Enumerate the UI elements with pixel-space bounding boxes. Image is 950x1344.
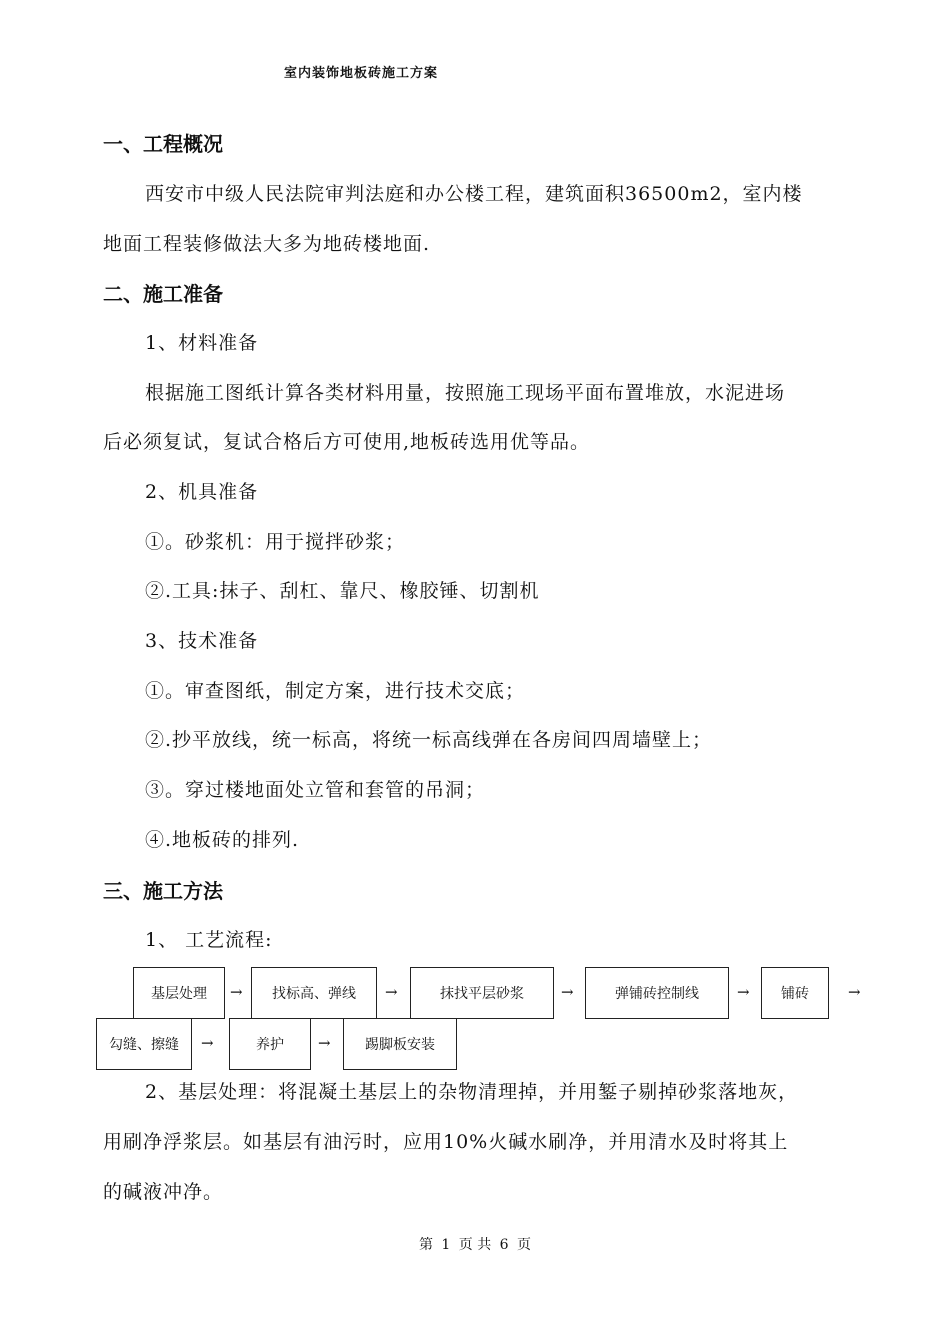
list-item: ②.工具:抹子、刮杠、靠尺、橡胶锤、切割机 <box>145 580 540 602</box>
flow-arrow: → <box>230 983 243 1001</box>
flow-arrow: → <box>561 983 574 1001</box>
paragraph-line: 西安市中级人民法院审判法庭和办公楼工程，建筑面积36500m2，室内楼 <box>145 183 803 205</box>
section-heading-preparation: 二、施工准备 <box>103 282 223 306</box>
list-item: ②.抄平放线，统一标高，将统一标高线弹在各房间四周墙壁上； <box>145 729 713 751</box>
list-item: ①。砂浆机：用于搅拌砂浆； <box>145 531 406 553</box>
subheading-process-flow: 1、 工艺流程: <box>145 929 273 951</box>
flow-step: 基层处理 <box>133 967 225 1019</box>
list-item: ④.地板砖的排列. <box>145 829 300 851</box>
footer-total-pages: 6 <box>499 1237 509 1253</box>
subheading-materials: 1、材料准备 <box>145 332 259 354</box>
section-heading-overview: 一、工程概况 <box>103 132 223 156</box>
subheading-tools: 2、机具准备 <box>145 481 259 503</box>
paragraph-line: 地面工程装修做法大多为地砖楼地面. <box>103 233 431 255</box>
subheading-technical: 3、技术准备 <box>145 630 259 652</box>
flow-arrow: → <box>848 983 861 1001</box>
flow-step: 弹铺砖控制线 <box>585 967 729 1019</box>
flow-arrow: → <box>737 983 750 1001</box>
paragraph-line: 的碱液冲净。 <box>103 1181 224 1203</box>
flow-step: 铺砖 <box>761 967 829 1019</box>
footer-page-number: 1 <box>441 1237 451 1253</box>
list-item: ①。审查图纸，制定方案，进行技术交底； <box>145 680 526 702</box>
footer-suffix: 页 <box>517 1237 532 1253</box>
paragraph-line: 用刷净浮浆层。如基层有油污时，应用10%火碱水刷净，并用清水及时将其上 <box>103 1131 789 1153</box>
flow-arrow: → <box>385 983 398 1001</box>
flow-step: 抹找平层砂浆 <box>410 967 554 1019</box>
flow-arrow: → <box>318 1034 331 1052</box>
document-title: 室内装饰地板砖施工方案 <box>284 66 439 81</box>
footer-middle: 页 共 <box>458 1237 492 1253</box>
list-item: ③。穿过楼地面处立管和套管的吊洞； <box>145 779 486 801</box>
flow-step: 踢脚板安装 <box>343 1018 457 1070</box>
page-footer <box>0 1234 950 1254</box>
flow-step: 养护 <box>229 1018 311 1070</box>
footer-prefix: 第 <box>418 1237 433 1253</box>
flow-step: 找标高、弹线 <box>251 967 377 1019</box>
flow-step: 勾缝、擦缝 <box>96 1018 192 1070</box>
paragraph-line: 2、基层处理：将混凝土基层上的杂物清理掉，并用錾子剔掉砂浆落地灰， <box>145 1081 799 1103</box>
section-heading-method: 三、施工方法 <box>103 879 223 903</box>
paragraph-line: 根据施工图纸计算各类材料用量，按照施工现场平面布置堆放，水泥进场 <box>145 382 786 404</box>
flow-arrow: → <box>201 1034 214 1052</box>
paragraph-line: 后必须复试，复试合格后方可使用,地板砖选用优等品。 <box>103 431 591 453</box>
